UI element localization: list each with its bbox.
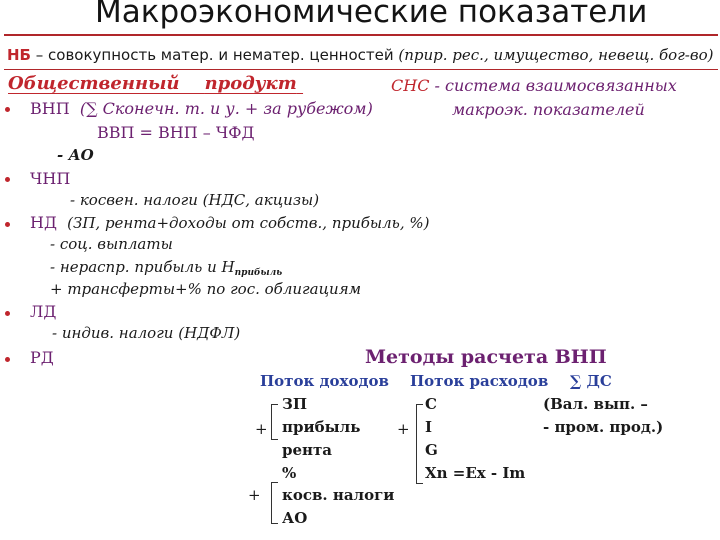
sns-line1 <box>391 76 677 95</box>
nd-line1: - соц. выплаты <box>50 235 173 253</box>
sns-text: - система взаимосвязанных <box>429 76 677 95</box>
chnp-label: ЧНП <box>30 169 71 188</box>
public-product-word1: Общественный <box>8 73 180 94</box>
income-bracket-bottom <box>271 482 278 524</box>
nd-line3: + трансферты+% по гос. облигациям <box>50 280 362 298</box>
vvp-formula: ВВП = ВНП – ЧФД <box>97 123 255 142</box>
ds-header: ∑ ДС <box>570 372 612 390</box>
expense-item-xn: Xn =Ex - Im <box>425 464 526 482</box>
ds-item-gross-output: (Вал. вып. – <box>543 395 648 413</box>
chnp-minus: - косвен. налоги (НДС, акцизы) <box>70 191 320 209</box>
income-item-rent: рента <box>282 441 333 459</box>
expense-header: Поток расходов <box>410 372 549 390</box>
public-product-heading <box>8 73 303 94</box>
nd-line2-sub: прибыль <box>234 268 283 278</box>
public-product-word2: продукт <box>204 73 297 94</box>
income-item-indirect-taxes: косв. налоги <box>282 486 395 504</box>
expense-item-i: I <box>425 418 433 436</box>
nb-line <box>7 46 713 64</box>
bullet-ld <box>5 311 10 316</box>
ds-item-intermediate: - пром. прод.) <box>543 418 664 436</box>
vnp-row <box>30 99 373 118</box>
expense-bracket <box>416 404 423 484</box>
sns-line2: макроэк. показателей <box>452 100 645 119</box>
nd-formula: (ЗП, рента+доходы от собств., прибыль, %) <box>67 214 430 232</box>
expense-plus: + <box>397 420 410 438</box>
rd-label: РД <box>30 348 54 367</box>
income-bracket-top <box>271 404 278 440</box>
nd-line2 <box>50 258 282 278</box>
vnp-label: ВНП <box>30 99 70 118</box>
income-item-percent: % <box>282 464 297 482</box>
income-item-profit: прибыль <box>282 418 361 436</box>
expense-item-g: G <box>425 441 438 459</box>
ld-minus: - индив. налоги (НДФЛ) <box>52 324 241 342</box>
methods-title: Методы расчета ВНП <box>365 346 607 368</box>
sns-abbr: СНС <box>391 76 430 95</box>
nb-divider <box>4 69 718 70</box>
income-header: Поток доходов <box>260 372 389 390</box>
bullet-nd <box>5 222 10 227</box>
title-divider <box>4 34 718 36</box>
ld-label: ЛД <box>30 302 57 321</box>
nd-row <box>30 213 430 232</box>
nb-abbr: НБ <box>7 46 31 64</box>
income-plus-2: + <box>248 486 261 504</box>
page-title: Макроэкономические показатели <box>95 0 648 30</box>
bullet-chnp <box>5 177 10 182</box>
income-item-ao: АО <box>282 509 308 527</box>
bullet-vnp <box>5 107 10 112</box>
nb-text: – совокупность матер. и нематер. ценностей <box>31 46 399 64</box>
nd-line2-text: - нераспр. прибыль и Н <box>50 258 235 276</box>
nd-label: НД <box>30 213 57 232</box>
bullet-rd <box>5 357 10 362</box>
nb-note: (прир. рес., имущество, невещ. бог-во) <box>398 46 714 64</box>
vnp-formula: (∑ Сконечн. т. и у. + за рубежом) <box>79 99 373 118</box>
vnp-minus-ao: - АО <box>57 146 94 164</box>
income-plus-1: + <box>255 420 268 438</box>
income-item-zp: ЗП <box>282 395 307 413</box>
expense-item-c: C <box>425 395 437 413</box>
